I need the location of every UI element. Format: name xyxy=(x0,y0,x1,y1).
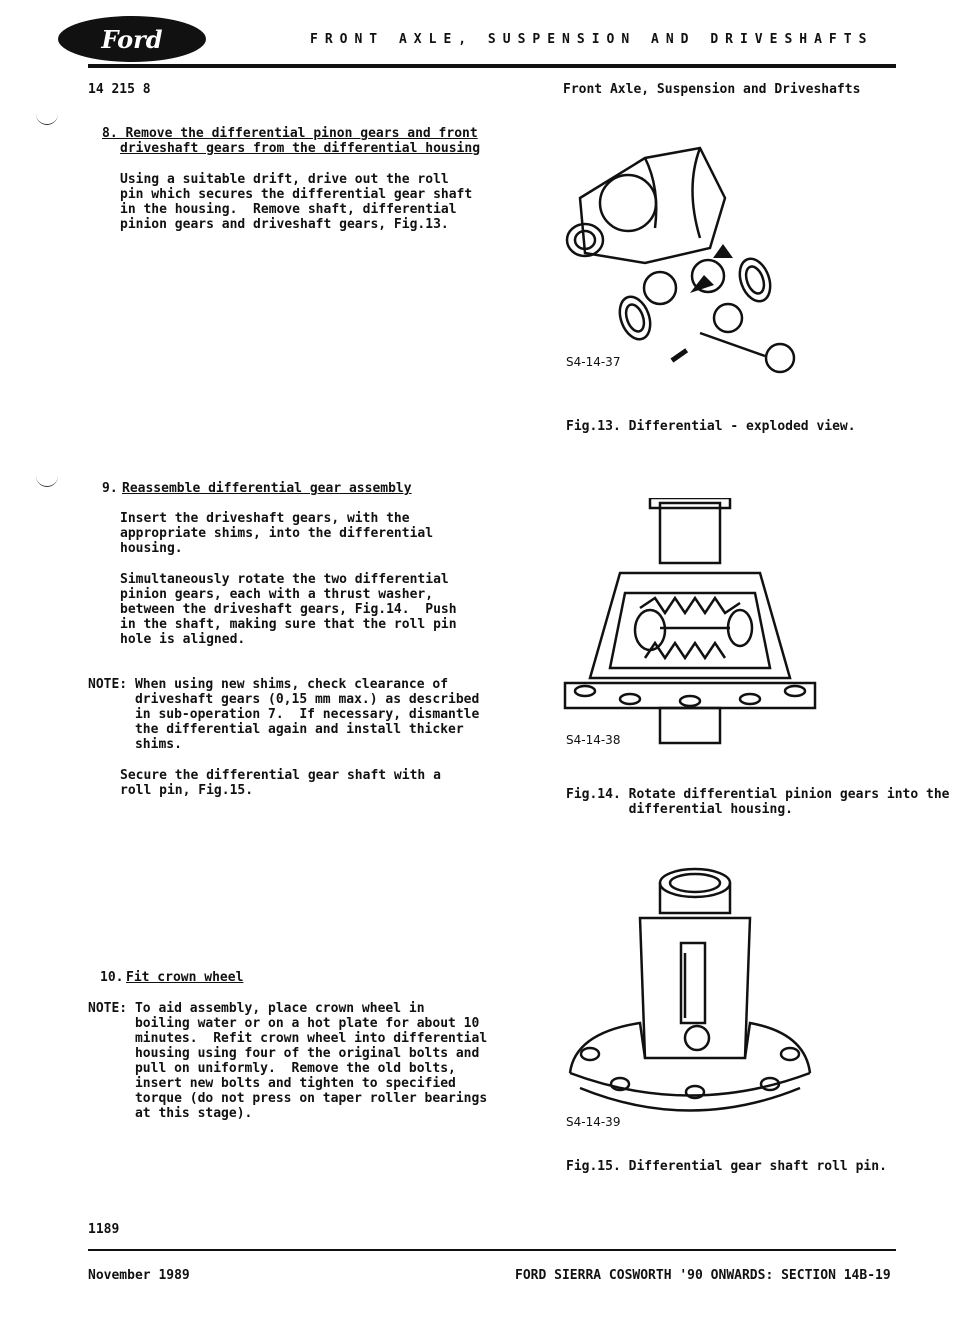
fig-13-ref: S4-14-37 xyxy=(566,355,621,369)
step-10-heading: Fit crown wheel xyxy=(126,970,244,985)
doc-code: 14 215 8 xyxy=(88,82,151,97)
ford-logo-text: Ford xyxy=(101,24,163,54)
fig-14-differential-housing-drawing xyxy=(560,498,820,753)
fig-15-ref: S4-14-39 xyxy=(566,1115,621,1129)
step-9-para-2: Simultaneously rotate the two differential pinion gears, each with a thrust washer, between the driveshaft gears, Fig.14. Push in the shaft, making sure that the roll pin hole is aligned. xyxy=(120,572,457,647)
footer-date: November 1989 xyxy=(88,1268,190,1283)
footer-rule xyxy=(88,1249,896,1251)
step-9-heading: Reassemble differential gear assembly xyxy=(122,481,412,496)
step-10-note: NOTE: To aid assembly, place crown wheel in boiling water or on a hot plate for about 10 minutes. Refit crown wheel into differential housing using four of the original bolts and pull on uniformly. Remove the old bolts, insert new bolts and tighten to specified torque (do not press on taper roller bearings at this stage). xyxy=(88,1001,488,1121)
fig-14-ref: S4-14-38 xyxy=(566,733,621,747)
step-8-body: Using a suitable drift, drive out the roll pin which secures the differential gear shaft in the housing. Remove shaft, differential pinion gears and driveshaft gears, Fig.13. xyxy=(120,172,473,232)
header-rule xyxy=(88,64,896,68)
fig-13-exploded-differential-drawing xyxy=(550,128,800,390)
ford-logo xyxy=(58,16,206,62)
step-8-heading: 8. Remove the differential pinon gears and front xyxy=(102,126,478,141)
step-8-heading-cont: driveshaft gears from the differential housing xyxy=(120,141,481,156)
fig-14-caption: Fig.14. Rotate differential pinion gears into the differential housing. xyxy=(566,787,950,817)
section-title: Front Axle, Suspension and Driveshafts xyxy=(563,82,861,97)
step-9-para-1: Insert the driveshaft gears, with the appropriate shims, into the differential housing. xyxy=(120,511,434,556)
fig-13-caption: Fig.13. Differential - exploded view. xyxy=(566,419,856,434)
page-number: 1189 xyxy=(88,1222,120,1237)
step-9-para-3: Secure the differential gear shaft with a roll pin, Fig.15. xyxy=(120,768,441,798)
fig-15-roll-pin-drawing xyxy=(565,858,815,1130)
step-9-number: 9. xyxy=(102,481,118,496)
header-title: FRONT AXLE, SUSPENSION AND DRIVESHAFTS xyxy=(310,32,874,47)
step-10-number: 10. xyxy=(100,970,124,985)
footer-manual-title: FORD SIERRA COSWORTH '90 ONWARDS: SECTION 14B-19 xyxy=(515,1268,891,1283)
step-9-note: NOTE: When using new shims, check clearance of driveshaft gears (0,15 mm max.) as described in sub-operation 7. If necessary, dismantle the differential again and install thicker shims. xyxy=(88,677,480,752)
margin-mark xyxy=(36,474,58,487)
fig-15-caption: Fig.15. Differential gear shaft roll pin. xyxy=(566,1159,887,1174)
margin-mark xyxy=(36,112,58,125)
